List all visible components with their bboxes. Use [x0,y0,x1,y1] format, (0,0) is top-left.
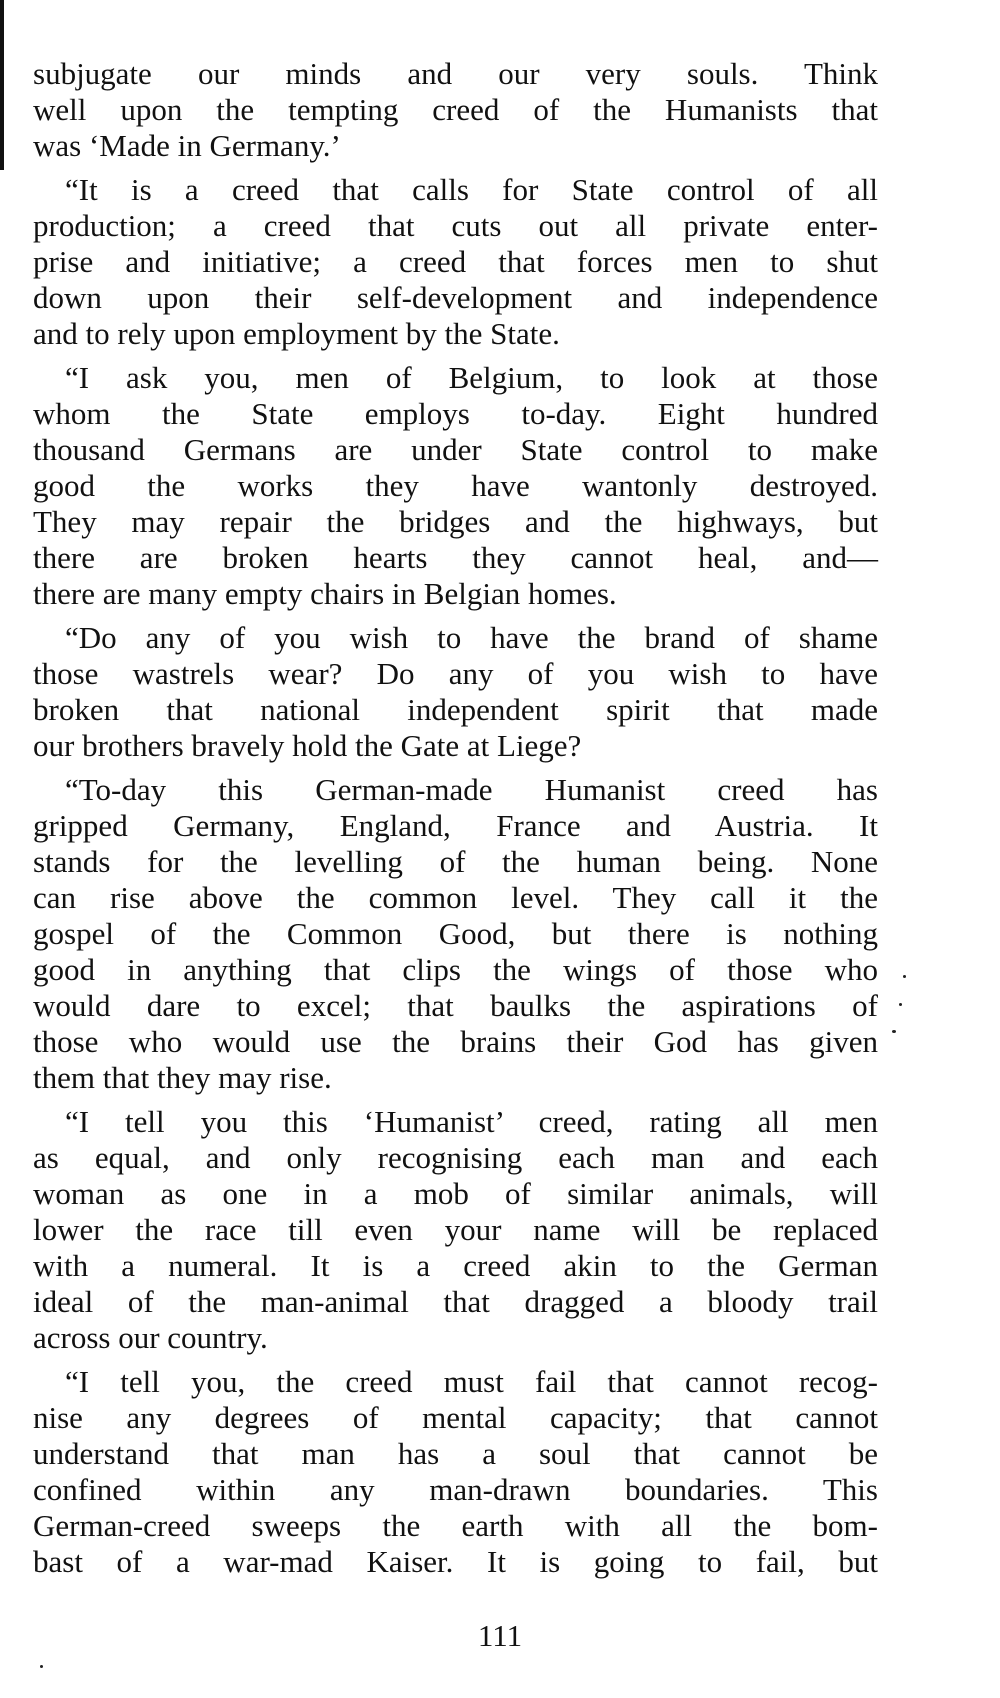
text-line: as equal, and only recognising each man and each [33,1140,878,1175]
paragraph-3 [33,360,878,612]
text-line: good in anything that clips the wings of those who [33,952,878,987]
text-line: broken that national independent spirit that made [33,692,878,727]
paragraph-5 [33,772,878,1096]
text-line: woman as one in a mob of similar animals, will [33,1176,878,1211]
text-line: and to rely upon employment by the State. [33,316,560,351]
paragraph-6 [33,1104,878,1356]
text-line: subjugate our minds and our very souls. Think [33,56,878,91]
text-line: can rise above the common level. They call it the [33,880,878,915]
text-line: “Do any of you wish to have the brand of shame [65,620,878,655]
text-line: They may repair the bridges and the highways, but [33,504,878,539]
text-line: those who would use the brains their God has given [33,1024,878,1059]
text-line: understand that man has a soul that cannot be [33,1436,878,1471]
text-line: thousand Germans are under State control to make [33,432,878,467]
text-line: well upon the tempting creed of the Humanists that [33,92,878,127]
scan-speck [899,1003,902,1006]
text-line: confined within any man-drawn boundaries. This [33,1472,878,1507]
paragraph-1 [33,56,878,164]
text-line: lower the race till even your name will be replaced [33,1212,878,1247]
text-line: gripped Germany, England, France and Austria. It [33,808,878,843]
paragraph-4 [33,620,878,764]
text-line: there are many empty chairs in Belgian homes. [33,576,617,611]
scan-speck [892,1030,896,1033]
paragraph-7 [33,1364,878,1580]
text-line: across our country. [33,1320,268,1355]
text-line: nise any degrees of mental capacity; that cannot [33,1400,878,1435]
text-line: bast of a war-mad Kaiser. It is going to fail, but [33,1544,878,1579]
text-line: them that they may rise. [33,1060,332,1095]
text-line: with a numeral. It is a creed akin to the German [33,1248,878,1283]
text-line: stands for the levelling of the human being. None [33,844,878,879]
text-line: was ‘Made in Germany.’ [33,128,341,163]
text-line: those wastrels wear? Do any of you wish to have [33,656,878,691]
text-line: German-creed sweeps the earth with all the bom- [33,1508,878,1543]
text-line: there are broken hearts they cannot heal, and— [33,540,878,575]
text-line: “To-day this German-made Humanist creed has [65,772,878,807]
text-line: prise and initiative; a creed that forces men to shut [33,244,878,279]
text-line: “I tell you this ‘Humanist’ creed, rating all men [65,1104,878,1139]
text-line: gospel of the Common Good, but there is nothing [33,916,878,951]
paragraph-2 [33,172,878,352]
text-line: whom the State employs to-day. Eight hundred [33,396,878,431]
text-line: good the works they have wantonly destroyed. [33,468,878,503]
text-line: “I ask you, men of Belgium, to look at those [65,360,878,395]
scan-speck [40,1665,43,1668]
text-line: “It is a creed that calls for State control of all [65,172,878,207]
text-line: “I tell you, the creed must fail that cannot recog- [65,1364,878,1399]
text-line: our brothers bravely hold the Gate at Liege? [33,728,582,763]
scan-edge-mark [0,0,4,170]
text-line: production; a creed that cuts out all private enter- [33,208,878,243]
text-line: would dare to excel; that baulks the aspirations of [33,988,878,1023]
text-line: down upon their self-development and independence [33,280,878,315]
scan-speck [903,975,906,978]
text-line: ideal of the man-animal that dragged a bloody trail [33,1284,878,1319]
page-number: 111 [477,1618,523,1653]
body-text [33,56,878,1588]
